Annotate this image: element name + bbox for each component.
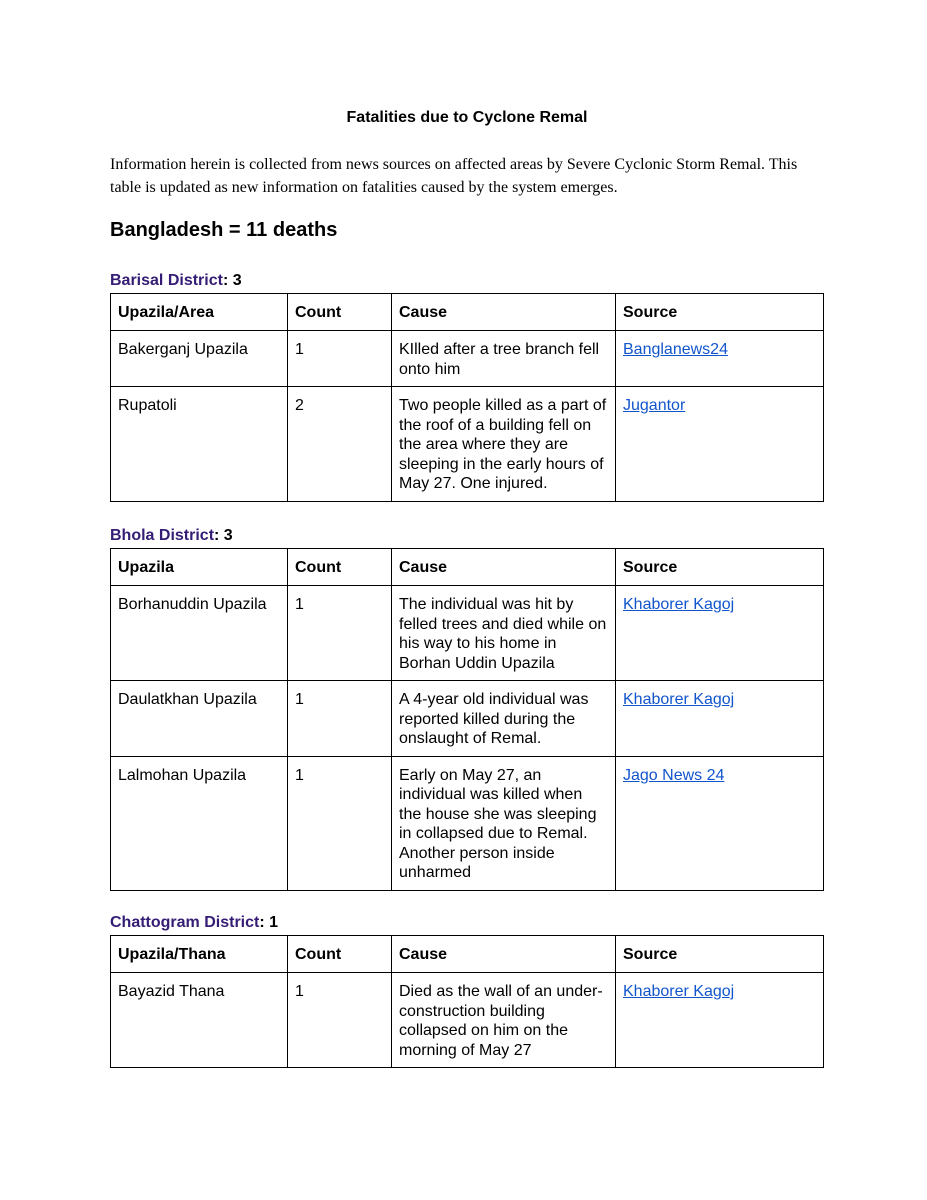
fatalities-table-barisal	[110, 293, 824, 502]
count-cell: 2	[288, 387, 392, 502]
column-header: Source	[616, 294, 824, 331]
table-row	[111, 756, 824, 890]
district-heading-barisal	[110, 272, 242, 290]
source-cell	[616, 681, 824, 757]
cause-cell: Early on May 27, an individual was killed when the house she was sleeping in collapsed due to Remal. Another person inside unharmed	[392, 756, 616, 890]
area-cell: Lalmohan Upazila	[111, 756, 288, 890]
table-row	[111, 681, 824, 757]
district-heading-bhola	[110, 527, 233, 545]
source-link[interactable]: Banglanews24	[623, 341, 728, 358]
column-header: Count	[288, 294, 392, 331]
column-header: Cause	[392, 936, 616, 973]
source-cell	[616, 331, 824, 387]
district-count: : 3	[214, 527, 233, 544]
column-header: Upazila/Area	[111, 294, 288, 331]
column-header: Cause	[392, 294, 616, 331]
count-cell: 1	[288, 756, 392, 890]
district-heading-chattogram	[110, 914, 278, 932]
area-cell: Bakerganj Upazila	[111, 331, 288, 387]
source-link[interactable]: Khaborer Kagoj	[623, 691, 735, 708]
count-cell: 1	[288, 973, 392, 1068]
column-header: Count	[288, 549, 392, 586]
source-cell	[616, 973, 824, 1068]
area-cell: Rupatoli	[111, 387, 288, 502]
column-header: Upazila	[111, 549, 288, 586]
source-link[interactable]: Khaborer Kagoj	[623, 596, 735, 613]
source-link[interactable]: Khaborer Kagoj	[623, 983, 735, 1000]
table-row	[111, 387, 824, 502]
page-title: Fatalities due to Cyclone Remal	[346, 109, 588, 126]
cause-cell: Died as the wall of an under-construction building collapsed on him on the morning of May 27	[392, 973, 616, 1068]
district-count: : 3	[222, 272, 242, 289]
district-name: Barisal District	[110, 272, 223, 289]
column-header: Upazila/Thana	[111, 936, 288, 973]
count-cell: 1	[288, 586, 392, 681]
table-header-row	[111, 294, 824, 331]
country-heading: Bangladesh = 11 deaths	[110, 219, 338, 241]
table-header-row	[111, 936, 824, 973]
column-header: Source	[616, 549, 824, 586]
intro-paragraph: Information herein is collected from news sources on affected areas by Severe Cyclonic Storm Remal. This table is updated as new information on fatalities caused by the system emerges.	[110, 156, 798, 196]
district-count: : 1	[259, 914, 279, 931]
column-header: Source	[616, 936, 824, 973]
count-cell: 1	[288, 331, 392, 387]
source-cell	[616, 387, 824, 502]
area-cell: Borhanuddin Upazila	[111, 586, 288, 681]
table-row	[111, 586, 824, 681]
source-cell	[616, 756, 824, 890]
column-header: Count	[288, 936, 392, 973]
source-link[interactable]: Jago News 24	[623, 766, 725, 784]
table-header-row	[111, 549, 824, 586]
count-cell: 1	[288, 681, 392, 757]
cause-cell: A 4-year old individual was reported killed during the onslaught of Remal.	[392, 681, 616, 757]
fatalities-table-chattogram	[110, 935, 824, 1068]
table-row	[111, 973, 824, 1068]
cause-cell: The individual was hit by felled trees and died while on his way to his home in Borhan Uddin Upazila	[392, 586, 616, 681]
area-cell: Bayazid Thana	[111, 973, 288, 1068]
cause-cell: KIlled after a tree branch fell onto him	[392, 331, 616, 387]
district-name: Chattogram District	[110, 914, 260, 931]
table-row	[111, 331, 824, 387]
area-cell: Daulatkhan Upazila	[111, 681, 288, 757]
cause-cell: Two people killed as a part of the roof of a building fell on the area where they are sleeping in the early hours of May 27. One injured.	[392, 387, 616, 502]
district-name: Bhola District	[110, 527, 215, 544]
column-header: Cause	[392, 549, 616, 586]
source-cell	[616, 586, 824, 681]
fatalities-table-bhola	[110, 548, 824, 891]
source-link[interactable]: Jugantor	[623, 397, 686, 414]
